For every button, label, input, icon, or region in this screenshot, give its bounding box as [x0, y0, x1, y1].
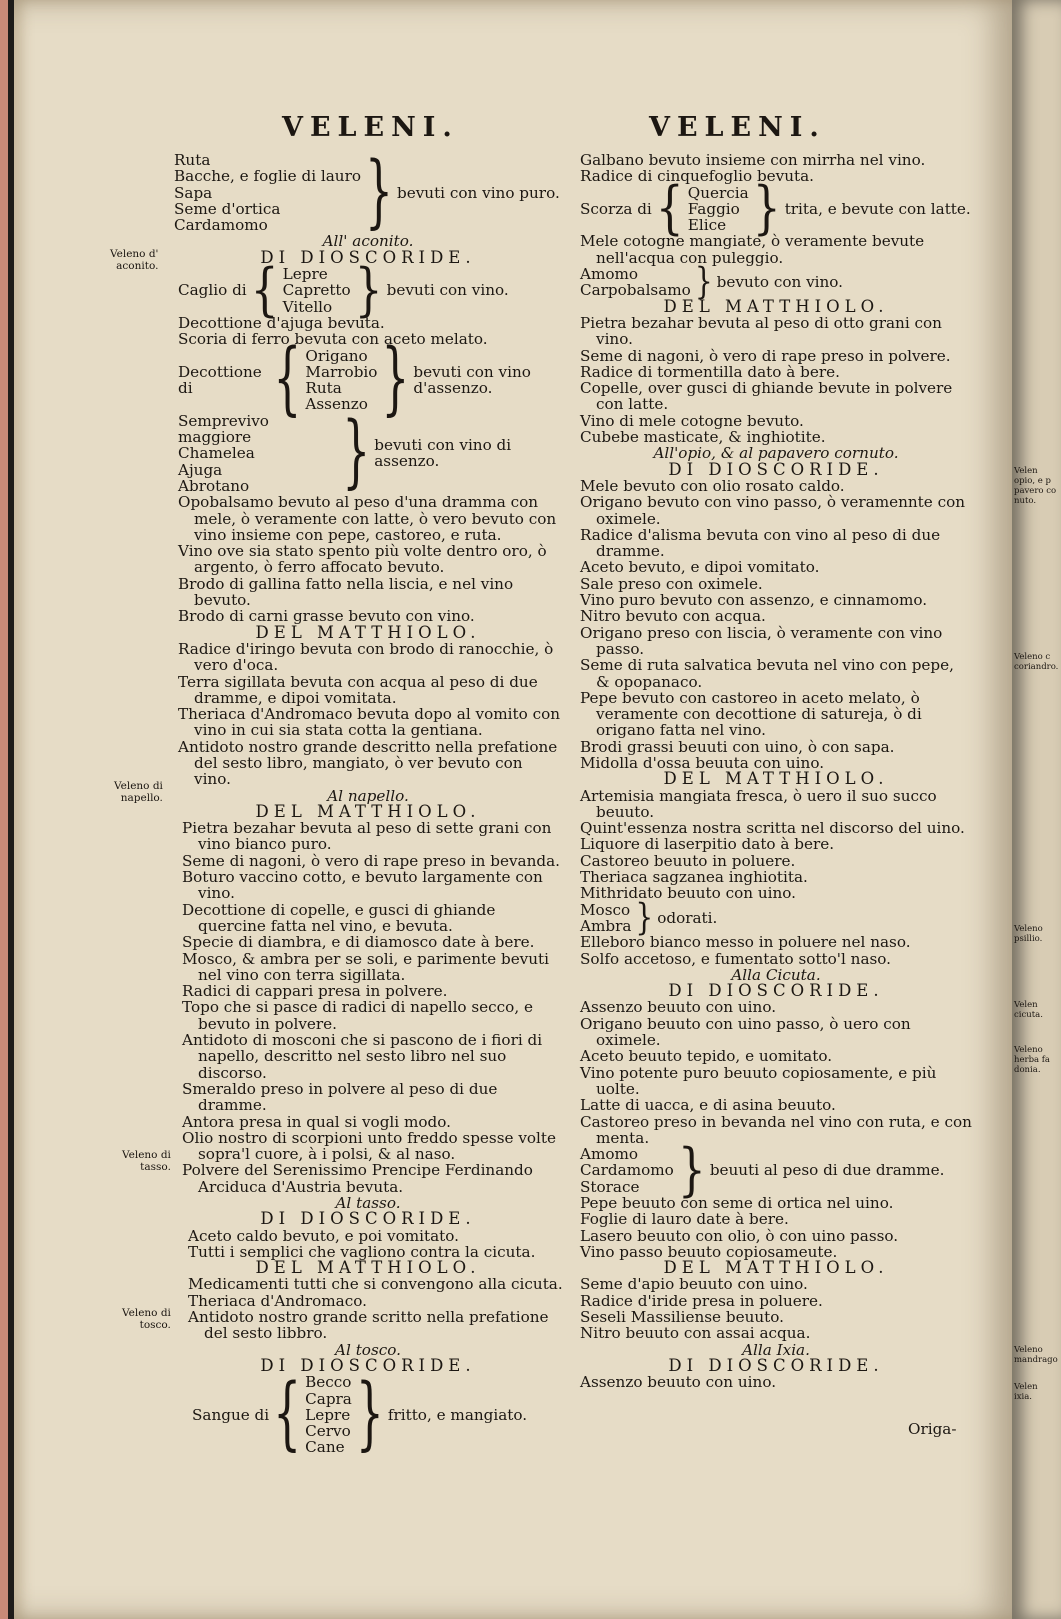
margin-note-herba: Veleno herba fa donia.	[1014, 1045, 1050, 1075]
text-line: Origano bevuto con vino passo, ò veramennte con oximele.	[580, 493, 966, 528]
brace-icon: }	[365, 145, 393, 238]
running-head-left: VELENI.	[282, 112, 459, 143]
text-line: Radice d'iride presa in poluere.	[580, 1291, 823, 1310]
text-line: Antidoto nostro grande descritto nella prefatione del sesto libro, mangiato, ò ver bevuto con vino.	[178, 737, 558, 789]
heading-matthiolo: DEL MATTHIOLO.	[663, 769, 889, 789]
text-line: Pepe bevuto con castoreo in aceto melato, ò veramente con decottione di satureja, ò di origano fatta nel vino.	[580, 688, 922, 740]
text-line: Antora presa in qual si vogli modo.	[182, 1112, 451, 1131]
text-line: Mosco, & ambra per se soli, e parimente bevuti nel vino con terra sigillata.	[182, 949, 550, 984]
text-line: Elleboro bianco messo in poluere nel naso.	[580, 933, 911, 952]
subheading-tasso: Al tasso.	[335, 1194, 401, 1212]
text-line: Seme di ruta salvatica bevuta nel vino con pepe, & opopanaco.	[580, 656, 954, 691]
text-line: Terra sigillata bevuta con acqua al peso di due dramme, e dipoi vomitata.	[178, 672, 538, 707]
text-line: Quint'essenza nostra scritta nel discorso del uino.	[580, 819, 965, 838]
text-line: Topo che si pasce di radici di napello secco, e bevuto in polvere.	[182, 998, 533, 1033]
text-line: Radice di tormentilla dato à bere.	[580, 362, 840, 381]
brace-icon: }	[381, 333, 410, 426]
brace-icon: {	[250, 256, 279, 324]
brace-group-lauro: Ruta Bacche, e foglie di lauro Sapa Seme d'ortica Cardamomo } bevuti con vino puro.	[174, 145, 560, 238]
text-line: Nitro bevuto con acqua.	[580, 607, 766, 626]
text-line: Assenzo beuuto con uino.	[580, 1373, 777, 1392]
brace-group-sangue: Sangue di { Becco Capra Lepre Cervo Cane } fritto, e mangiato.	[192, 1368, 528, 1460]
text-line: Antidoto di mosconi che si pascono de i fiori di napello, descritto nel sesto libro nel suo discorso.	[182, 1031, 543, 1082]
catchword: Origa-	[908, 1420, 957, 1438]
text-line: Midolla d'ossa beuuta con uino.	[580, 753, 825, 772]
brace-icon: }	[355, 1368, 384, 1460]
heading-dioscoride: DI DIOSCORIDE.	[668, 1355, 884, 1375]
heading-matthiolo: DEL MATTHIOLO.	[255, 801, 481, 821]
left-column	[172, 145, 564, 1460]
text-line: Boturo vaccino cotto, e bevuto largamente con vino.	[182, 868, 543, 903]
brace-icon: }	[635, 895, 654, 939]
brace-group-carpobalsamo: Amomo Carpobalsamo } bevuto con vino.	[580, 260, 843, 304]
text-line: Liquore di laserpitio dato à bere.	[580, 835, 835, 854]
text-line: Brodo di carni grasse bevuto con vino.	[178, 607, 475, 626]
text-line: Nitro beuuto con assai acqua.	[580, 1324, 811, 1343]
margin-note-psillio: Veleno psillio.	[1014, 924, 1043, 944]
margin-note-ixia: Velen ixia.	[1014, 1382, 1038, 1402]
margin-note-aconito: Veleno d' aconito.	[110, 248, 159, 272]
margin-note-napello: Veleno di napello.	[114, 780, 163, 804]
brace-icon: }	[752, 175, 781, 242]
running-head-right: VELENI.	[649, 112, 826, 143]
brace-group-decottione: Decottione di { Origano Marrobio Ruta Assenzo } bevuti con vino d'assenzo.	[178, 333, 531, 426]
text-line: Latte di uacca, e di asina beuuto.	[580, 1096, 836, 1115]
text-line: Antidoto nostro grande scritto nella prefatione del sesto libbro.	[188, 1308, 549, 1343]
text-line: Mele cotogne mangiate, ò veramente bevute nell'acqua con puleggio.	[580, 232, 925, 267]
text-line: Theriaca d'Andromaco bevuta dopo al vomito con vino in cui sia stata cotta la gentiana.	[178, 705, 561, 740]
text-line: Foglie di lauro date à bere.	[580, 1210, 789, 1229]
text-line: Vino passo beuuto copiosameute.	[580, 1242, 838, 1261]
book-page	[14, 0, 1012, 1619]
margin-note-opio: Velen opio, e p pavero co nuto.	[1014, 466, 1057, 506]
next-page-edge	[1012, 0, 1061, 1619]
text-line: Seseli Massiliense beuuto.	[580, 1308, 784, 1327]
text-line: Seme di nagoni, ò vero di rape preso in polvere.	[580, 346, 951, 365]
text-line: Seme di nagoni, ò vero di rape preso in bevanda.	[182, 851, 560, 870]
brace-icon: }	[677, 1136, 706, 1204]
brace-group-storace: Amomo Cardamomo Storace } beuuti al peso di due dramme.	[580, 1136, 945, 1204]
text-line: Pietra bezahar bevuta al peso di sette grani con vino bianco puro.	[182, 819, 552, 854]
heading-dioscoride: DI DIOSCORIDE.	[260, 1355, 476, 1375]
binding-edge	[0, 0, 8, 1619]
subheading-tosco: Al tosco.	[335, 1340, 401, 1359]
subheading-aconito: All' aconito.	[322, 232, 414, 251]
text-line: Copelle, over gusci di ghiande bevute in polvere con latte.	[580, 379, 953, 414]
margin-note-cicuta: Velen cicuta.	[1014, 1000, 1043, 1020]
text-line: Mithridato beuuto con uino.	[580, 884, 796, 903]
text-line: Solfo accetoso, e fumentato sotto'l naso.	[580, 949, 891, 968]
text-line: Theriaca sagzanea inghiotita.	[580, 868, 808, 887]
text-line: Decottione d'ajuga bevuta.	[178, 313, 385, 332]
text-line: Radice d'iringo bevuta con brodo di ranocchie, ò vero d'oca.	[178, 639, 554, 675]
text-line: Opobalsamo bevuto al peso d'una dramma con mele, ò veramente con latte, ò vero bevuto con vino insieme con pepe, castoreo, e ruta.	[178, 493, 557, 544]
subheading-opio: All'opio, & al papavero cornuto.	[653, 444, 899, 463]
text-line: Aceto bevuto, e dipoi vomitato.	[580, 558, 820, 577]
heading-dioscoride: DI DIOSCORIDE.	[260, 247, 476, 267]
text-line: Origano beuuto con uino passo, ò uero con oximele.	[580, 1014, 911, 1050]
text-line: Pietra bezahar bevuta al peso di otto grani con vino.	[580, 313, 942, 349]
heading-matthiolo: DEL MATTHIOLO.	[663, 1258, 889, 1278]
text-line: Aceto caldo bevuto, e poi vomitato.	[188, 1226, 459, 1245]
text-line: Olio nostro di scorpioni unto freddo spesse volte sopra'l cuore, à i polsi, & al naso.	[182, 1128, 556, 1164]
heading-matthiolo: DEL MATTHIOLO.	[663, 296, 889, 316]
heading-matthiolo: DEL MATTHIOLO.	[255, 1258, 481, 1278]
subheading-napello: Al napello.	[327, 786, 409, 805]
text-line: Radice di cinquefoglio bevuta.	[580, 167, 815, 186]
text-line: Castoreo beuuto in poluere.	[580, 851, 796, 870]
text-line: Cubebe masticate, & inghiotite.	[580, 428, 826, 447]
text-line: Radice d'alisma bevuta con vino al peso di due dramme.	[580, 525, 941, 561]
text-line: Medicamenti tutti che si convengono alla cicuta.	[188, 1275, 563, 1294]
brace-group-mosco: Mosco Ambra } odorati.	[580, 895, 718, 939]
heading-dioscoride: DI DIOSCORIDE.	[668, 981, 884, 1001]
heading-dioscoride: DI DIOSCORIDE.	[260, 1209, 476, 1229]
text-line: Brodo di gallina fatto nella liscia, e nel vino bevuto.	[178, 574, 514, 610]
text-line: Smeraldo preso in polvere al peso di due dramme.	[182, 1079, 498, 1115]
brace-icon: {	[273, 333, 302, 426]
margin-note-tasso: Veleno di tasso.	[122, 1149, 171, 1173]
text-line: Tutti i semplici che vagliono contra la cicuta.	[188, 1242, 536, 1261]
text-line: Castoreo preso in bevanda nel vino con ruta, e con menta.	[580, 1112, 972, 1147]
heading-dioscoride: DI DIOSCORIDE.	[668, 459, 884, 479]
text-line: Polvere del Serenissimo Prencipe Ferdinando Arciduca d'Austria bevuta.	[182, 1161, 533, 1196]
text-line: Artemisia mangiata fresca, ò uero il suo succo beuuto.	[580, 786, 937, 821]
text-line: Mele bevuto con olio rosato caldo.	[580, 476, 845, 495]
text-line: Vino ove sia stato spento più volte dentro oro, ò argento, ò ferro affocato bevuto.	[178, 542, 547, 577]
brace-icon: {	[273, 1368, 302, 1460]
text-line: Galbano bevuto insieme con mirrha nel vino.	[580, 151, 926, 169]
text-line: Origano preso con liscia, ò veramente con vino passo.	[580, 623, 943, 658]
subheading-ixia: Alla Ixia.	[742, 1340, 810, 1359]
text-line: Specie di diambra, e di diamosco date à bere.	[182, 933, 535, 952]
margin-note-tosco: Veleno di tosco.	[122, 1307, 171, 1331]
text-line: Vino di mele cotogne bevuto.	[580, 411, 804, 430]
text-line: Pepe beuuto con seme di ortica nel uino.	[580, 1194, 894, 1212]
text-line: Seme d'apio beuuto con uino.	[580, 1275, 808, 1294]
text-line: Decottione di copelle, e gusci di ghiande quercine fatta nel vino, e bevuta.	[182, 900, 496, 935]
subheading-cicuta: Alla Cicuta.	[731, 965, 821, 984]
text-line: Brodi grassi beuuti con uino, ò con sapa.	[580, 737, 895, 756]
text-line: Sale preso con oximele.	[580, 574, 763, 593]
text-line: Theriaca d'Andromaco.	[188, 1291, 367, 1310]
heading-matthiolo: DEL MATTHIOLO.	[255, 622, 481, 642]
brace-group-scorza: Scorza di { Quercia Faggio Elice } trita, e bevute con latte.	[580, 175, 971, 242]
brace-icon: {	[655, 175, 684, 242]
text-line: Lasero beuuto con olio, ò con uino passo.	[580, 1226, 899, 1245]
brace-group-caglio: Caglio di { Lepre Capretto Vitello } bevuti con vino.	[178, 256, 509, 324]
text-line: Aceto beuuto tepido, e uomitato.	[580, 1047, 833, 1066]
brace-icon: }	[354, 256, 383, 324]
text-line: Vino puro bevuto con assenzo, e cinnamomo.	[580, 591, 928, 610]
right-column	[580, 152, 972, 1391]
text-line: Radici di cappari presa in polvere.	[182, 982, 448, 1001]
margin-note-mandragora: Veleno mandrago	[1014, 1345, 1058, 1365]
brace-icon: }	[342, 406, 371, 499]
text-line: Vino potente puro beuuto copiosamente, e più uolte.	[580, 1063, 937, 1098]
text-line: Scoria di ferro bevuta con aceto melato.	[178, 330, 488, 349]
brace-icon: }	[694, 260, 713, 304]
text-line: Assenzo beuuto con uino.	[580, 998, 777, 1017]
brace-group-semprevivo: Semprevivo maggiore Chamelea Ajuga Abrotano } bevuti con vino di assenzo.	[178, 406, 512, 499]
margin-note-coriandro: Veleno c coriandro.	[1014, 652, 1059, 672]
